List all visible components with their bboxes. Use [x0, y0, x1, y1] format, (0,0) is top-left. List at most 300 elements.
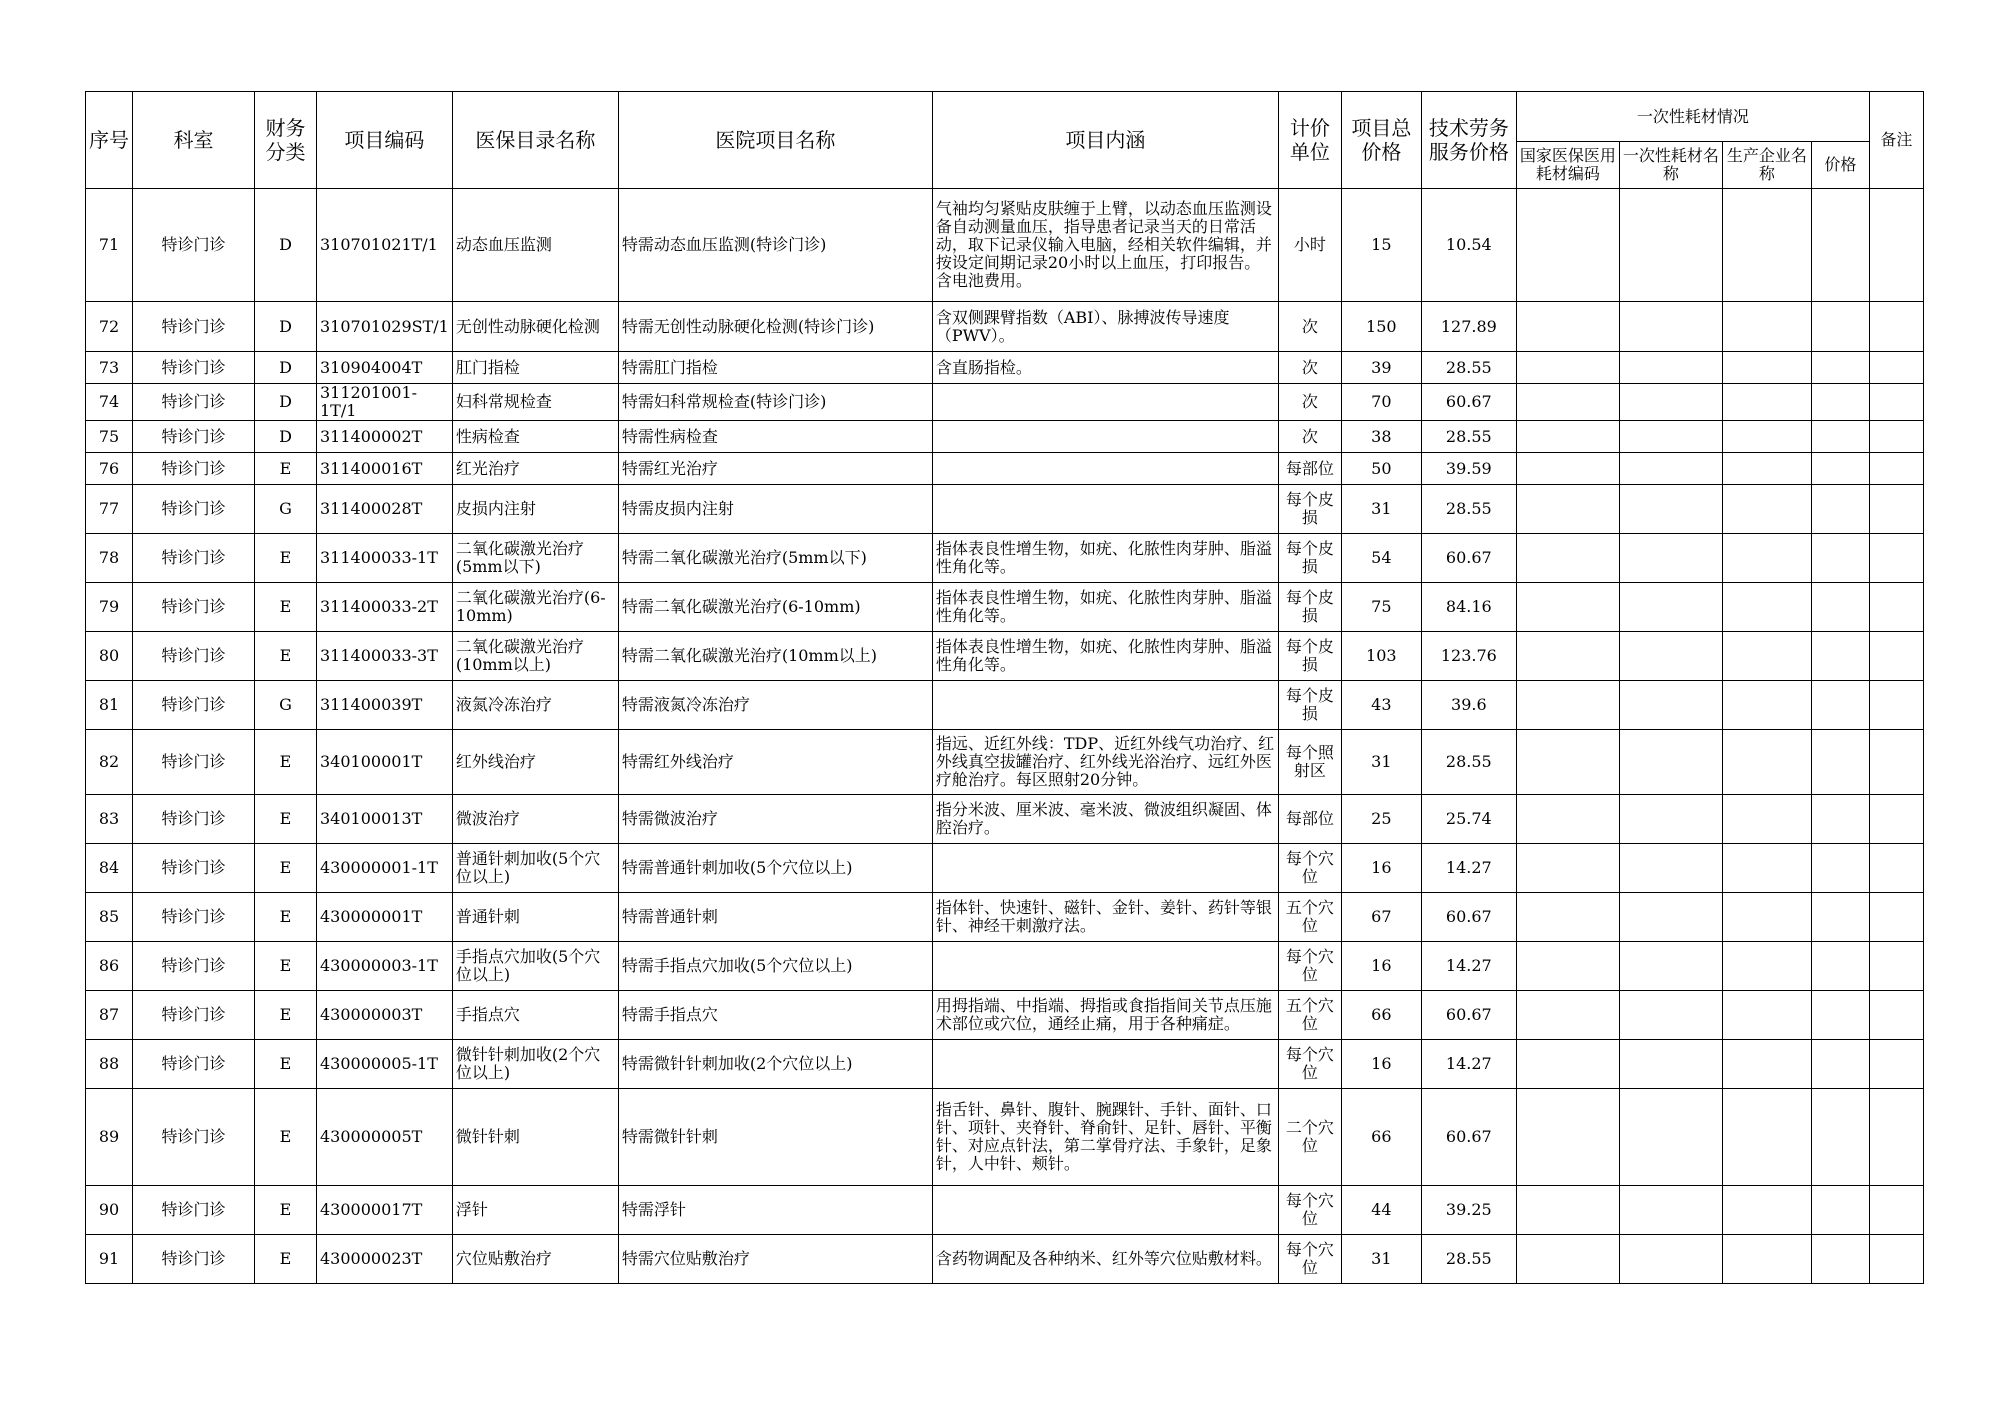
- cell-item-code: 311201001-1T/1: [317, 384, 453, 421]
- cell-remark: [1869, 1040, 1923, 1089]
- cell-pricing-unit: 每个皮损: [1278, 485, 1341, 534]
- cell-labor-price: 28.55: [1421, 421, 1516, 453]
- cell-insurance-name: 手指点穴加收(5个穴位以上): [452, 942, 618, 991]
- cell-consumable-price: [1811, 1235, 1869, 1284]
- cell-consumable-name: [1619, 632, 1722, 681]
- cell-item-content: 指体表良性增生物，如疣、化脓性肉芽肿、脂溢性角化等。: [932, 534, 1278, 583]
- cell-item-code: 430000003T: [317, 991, 453, 1040]
- cell-consumable-name: [1619, 681, 1722, 730]
- cell-item-code: 311400028T: [317, 485, 453, 534]
- cell-item-content: 指远、近红外线：TDP、近红外线气功治疗、红外线真空拔罐治疗、红外线光浴治疗、远红外医疗舱治疗。每区照射20分钟。: [932, 730, 1278, 795]
- cell-consumable-price: [1811, 453, 1869, 485]
- table-row: [86, 352, 1924, 384]
- cell-item-code: 310701021T/1: [317, 189, 453, 302]
- cell-pricing-unit: 每个穴位: [1278, 844, 1341, 893]
- cell-consumable-price: [1811, 421, 1869, 453]
- cell-insurance-name: 妇科常规检查: [452, 384, 618, 421]
- cell-seq: 86: [86, 942, 133, 991]
- table-body: [86, 189, 1924, 1284]
- cell-hospital-item-name: 特需性病检查: [618, 421, 932, 453]
- cell-consumable-maker: [1722, 583, 1811, 632]
- cell-item-code: 311400002T: [317, 421, 453, 453]
- cell-seq: 78: [86, 534, 133, 583]
- table-row: [86, 384, 1924, 421]
- table-row: [86, 189, 1924, 302]
- cell-seq: 82: [86, 730, 133, 795]
- cell-insurance-name: 液氮冷冻治疗: [452, 681, 618, 730]
- cell-consumable-name: [1619, 1235, 1722, 1284]
- cell-finance-category: E: [255, 730, 317, 795]
- header-seq: 序号: [86, 92, 133, 189]
- cell-remark: [1869, 352, 1923, 384]
- cell-consumable-name: [1619, 730, 1722, 795]
- cell-department: 特诊门诊: [133, 485, 255, 534]
- cell-consumable-price: [1811, 1186, 1869, 1235]
- table-row: [86, 1235, 1924, 1284]
- cell-item-code: 340100013T: [317, 795, 453, 844]
- cell-consumable-code: [1516, 1089, 1619, 1186]
- cell-labor-price: 127.89: [1421, 302, 1516, 352]
- cell-total-price: 50: [1341, 453, 1421, 485]
- cell-consumable-code: [1516, 730, 1619, 795]
- table-row: [86, 534, 1924, 583]
- cell-consumable-price: [1811, 384, 1869, 421]
- cell-consumable-maker: [1722, 632, 1811, 681]
- cell-insurance-name: 手指点穴: [452, 991, 618, 1040]
- cell-consumable-price: [1811, 485, 1869, 534]
- cell-pricing-unit: 每个皮损: [1278, 534, 1341, 583]
- table-row: [86, 421, 1924, 453]
- cell-item-content: [932, 844, 1278, 893]
- cell-seq: 87: [86, 991, 133, 1040]
- cell-item-code: 311400033-3T: [317, 632, 453, 681]
- cell-hospital-item-name: 特需肛门指检: [618, 352, 932, 384]
- cell-consumable-price: [1811, 632, 1869, 681]
- cell-item-code: 430000001-1T: [317, 844, 453, 893]
- cell-total-price: 31: [1341, 485, 1421, 534]
- cell-item-content: 含直肠指检。: [932, 352, 1278, 384]
- cell-pricing-unit: 每个穴位: [1278, 1235, 1341, 1284]
- cell-department: 特诊门诊: [133, 795, 255, 844]
- cell-hospital-item-name: 特需穴位贴敷治疗: [618, 1235, 932, 1284]
- cell-item-code: 430000017T: [317, 1186, 453, 1235]
- cell-remark: [1869, 189, 1923, 302]
- cell-department: 特诊门诊: [133, 942, 255, 991]
- cell-department: 特诊门诊: [133, 632, 255, 681]
- cell-seq: 83: [86, 795, 133, 844]
- cell-insurance-name: 皮损内注射: [452, 485, 618, 534]
- cell-insurance-name: 二氧化碳激光治疗(6-10mm): [452, 583, 618, 632]
- cell-insurance-name: 二氧化碳激光治疗(5mm以下): [452, 534, 618, 583]
- cell-insurance-name: 普通针刺: [452, 893, 618, 942]
- cell-consumable-maker: [1722, 893, 1811, 942]
- cell-hospital-item-name: 特需二氧化碳激光治疗(6-10mm): [618, 583, 932, 632]
- cell-department: 特诊门诊: [133, 583, 255, 632]
- cell-remark: [1869, 795, 1923, 844]
- header-hospital-item-name: 医院项目名称: [618, 92, 932, 189]
- cell-item-content: 气袖均匀紧贴皮肤缠于上臂，以动态血压监测设备自动测量血压，指导患者记录当天的日常活动，取下记录仪输入电脑，经相关软件编辑，并按设定间期记录20小时以上血压，打印报告。含电池费用。: [932, 189, 1278, 302]
- cell-finance-category: D: [255, 302, 317, 352]
- cell-insurance-name: 性病检查: [452, 421, 618, 453]
- cell-consumable-price: [1811, 1089, 1869, 1186]
- cell-consumable-maker: [1722, 485, 1811, 534]
- cell-finance-category: D: [255, 352, 317, 384]
- header-department: 科室: [133, 92, 255, 189]
- cell-consumable-code: [1516, 1186, 1619, 1235]
- header-total-price: 项目总价格: [1341, 92, 1421, 189]
- cell-consumable-code: [1516, 302, 1619, 352]
- cell-seq: 84: [86, 844, 133, 893]
- cell-consumable-code: [1516, 534, 1619, 583]
- cell-total-price: 39: [1341, 352, 1421, 384]
- cell-hospital-item-name: 特需动态血压监测(特诊门诊): [618, 189, 932, 302]
- price-table: [85, 91, 1924, 1284]
- cell-consumable-code: [1516, 583, 1619, 632]
- cell-remark: [1869, 1235, 1923, 1284]
- cell-seq: 79: [86, 583, 133, 632]
- cell-remark: [1869, 485, 1923, 534]
- cell-seq: 90: [86, 1186, 133, 1235]
- cell-consumable-code: [1516, 942, 1619, 991]
- cell-consumable-code: [1516, 453, 1619, 485]
- cell-item-code: 430000005T: [317, 1089, 453, 1186]
- cell-labor-price: 14.27: [1421, 844, 1516, 893]
- cell-pricing-unit: 每个皮损: [1278, 632, 1341, 681]
- cell-labor-price: 10.54: [1421, 189, 1516, 302]
- cell-total-price: 44: [1341, 1186, 1421, 1235]
- cell-finance-category: E: [255, 1186, 317, 1235]
- cell-total-price: 16: [1341, 844, 1421, 893]
- cell-finance-category: E: [255, 795, 317, 844]
- cell-finance-category: E: [255, 893, 317, 942]
- cell-total-price: 38: [1341, 421, 1421, 453]
- cell-pricing-unit: 五个穴位: [1278, 893, 1341, 942]
- cell-consumable-price: [1811, 681, 1869, 730]
- cell-consumable-maker: [1722, 795, 1811, 844]
- cell-total-price: 43: [1341, 681, 1421, 730]
- table-row: [86, 942, 1924, 991]
- cell-pricing-unit: 次: [1278, 352, 1341, 384]
- cell-remark: [1869, 844, 1923, 893]
- cell-consumable-name: [1619, 991, 1722, 1040]
- cell-consumable-maker: [1722, 421, 1811, 453]
- table-row: [86, 1186, 1924, 1235]
- table-row: [86, 730, 1924, 795]
- cell-consumable-price: [1811, 302, 1869, 352]
- table-row: [86, 1040, 1924, 1089]
- cell-labor-price: 60.67: [1421, 384, 1516, 421]
- cell-hospital-item-name: 特需微波治疗: [618, 795, 932, 844]
- cell-finance-category: G: [255, 485, 317, 534]
- cell-labor-price: 14.27: [1421, 942, 1516, 991]
- cell-consumable-maker: [1722, 453, 1811, 485]
- cell-consumable-name: [1619, 1089, 1722, 1186]
- header-pricing-unit: 计价单位: [1278, 92, 1341, 189]
- cell-consumable-code: [1516, 1040, 1619, 1089]
- header-remark: 备注: [1869, 92, 1923, 189]
- cell-item-code: 310701029ST/1: [317, 302, 453, 352]
- cell-consumable-maker: [1722, 681, 1811, 730]
- cell-item-code: 310904004T: [317, 352, 453, 384]
- cell-total-price: 67: [1341, 893, 1421, 942]
- cell-hospital-item-name: 特需妇科常规检查(特诊门诊): [618, 384, 932, 421]
- cell-total-price: 16: [1341, 1040, 1421, 1089]
- cell-pricing-unit: 五个穴位: [1278, 991, 1341, 1040]
- header-insurance-name: 医保目录名称: [452, 92, 618, 189]
- cell-remark: [1869, 421, 1923, 453]
- header-item-content: 项目内涵: [932, 92, 1278, 189]
- cell-pricing-unit: 每个穴位: [1278, 1186, 1341, 1235]
- header-finance-category: 财务分类: [255, 92, 317, 189]
- cell-consumable-price: [1811, 534, 1869, 583]
- header-item-code: 项目编码: [317, 92, 453, 189]
- cell-consumable-name: [1619, 421, 1722, 453]
- cell-labor-price: 60.67: [1421, 1089, 1516, 1186]
- cell-consumable-name: [1619, 1186, 1722, 1235]
- header-labor-price: 技术劳务服务价格: [1421, 92, 1516, 189]
- cell-remark: [1869, 942, 1923, 991]
- cell-consumable-maker: [1722, 844, 1811, 893]
- cell-seq: 80: [86, 632, 133, 681]
- cell-insurance-name: 微波治疗: [452, 795, 618, 844]
- table-row: [86, 795, 1924, 844]
- cell-item-code: 311400016T: [317, 453, 453, 485]
- cell-consumable-name: [1619, 1040, 1722, 1089]
- cell-department: 特诊门诊: [133, 844, 255, 893]
- cell-seq: 77: [86, 485, 133, 534]
- cell-finance-category: E: [255, 1089, 317, 1186]
- cell-labor-price: 28.55: [1421, 730, 1516, 795]
- table-row: [86, 453, 1924, 485]
- cell-labor-price: 39.6: [1421, 681, 1516, 730]
- cell-item-content: 指舌针、鼻针、腹针、腕踝针、手针、面针、口针、项针、夹脊针、脊俞针、足针、唇针、平衡针、对应点针法，第二掌骨疗法、手象针，足象针，人中针、颊针。: [932, 1089, 1278, 1186]
- cell-insurance-name: 红外线治疗: [452, 730, 618, 795]
- cell-item-content: [932, 485, 1278, 534]
- cell-item-content: [932, 453, 1278, 485]
- cell-total-price: 70: [1341, 384, 1421, 421]
- cell-remark: [1869, 453, 1923, 485]
- cell-consumable-code: [1516, 632, 1619, 681]
- cell-item-content: [932, 942, 1278, 991]
- cell-pricing-unit: 每部位: [1278, 795, 1341, 844]
- cell-consumable-price: [1811, 893, 1869, 942]
- table-row: [86, 893, 1924, 942]
- cell-hospital-item-name: 特需红光治疗: [618, 453, 932, 485]
- cell-insurance-name: 浮针: [452, 1186, 618, 1235]
- cell-total-price: 25: [1341, 795, 1421, 844]
- cell-hospital-item-name: 特需红外线治疗: [618, 730, 932, 795]
- cell-finance-category: E: [255, 583, 317, 632]
- cell-consumable-maker: [1722, 534, 1811, 583]
- cell-hospital-item-name: 特需皮损内注射: [618, 485, 932, 534]
- cell-consumable-code: [1516, 384, 1619, 421]
- cell-consumable-maker: [1722, 352, 1811, 384]
- cell-insurance-name: 无创性动脉硬化检测: [452, 302, 618, 352]
- table-row: [86, 681, 1924, 730]
- cell-labor-price: 28.55: [1421, 352, 1516, 384]
- cell-total-price: 75: [1341, 583, 1421, 632]
- cell-consumable-name: [1619, 352, 1722, 384]
- cell-finance-category: D: [255, 189, 317, 302]
- cell-consumable-maker: [1722, 730, 1811, 795]
- cell-seq: 71: [86, 189, 133, 302]
- table-row: [86, 1089, 1924, 1186]
- cell-seq: 74: [86, 384, 133, 421]
- cell-labor-price: 60.67: [1421, 893, 1516, 942]
- cell-department: 特诊门诊: [133, 681, 255, 730]
- cell-item-code: 311400039T: [317, 681, 453, 730]
- cell-hospital-item-name: 特需浮针: [618, 1186, 932, 1235]
- cell-department: 特诊门诊: [133, 1089, 255, 1186]
- cell-department: 特诊门诊: [133, 730, 255, 795]
- cell-seq: 88: [86, 1040, 133, 1089]
- cell-consumable-maker: [1722, 189, 1811, 302]
- cell-finance-category: D: [255, 384, 317, 421]
- cell-labor-price: 14.27: [1421, 1040, 1516, 1089]
- cell-item-code: 430000023T: [317, 1235, 453, 1284]
- cell-insurance-name: 二氧化碳激光治疗(10mm以上): [452, 632, 618, 681]
- cell-consumable-maker: [1722, 942, 1811, 991]
- cell-consumable-maker: [1722, 1186, 1811, 1235]
- cell-hospital-item-name: 特需液氮冷冻治疗: [618, 681, 932, 730]
- cell-pricing-unit: 次: [1278, 421, 1341, 453]
- cell-item-code: 430000001T: [317, 893, 453, 942]
- cell-seq: 91: [86, 1235, 133, 1284]
- cell-consumable-code: [1516, 681, 1619, 730]
- cell-seq: 81: [86, 681, 133, 730]
- cell-remark: [1869, 632, 1923, 681]
- cell-consumable-code: [1516, 352, 1619, 384]
- cell-pricing-unit: 每个皮损: [1278, 681, 1341, 730]
- cell-pricing-unit: 每个穴位: [1278, 942, 1341, 991]
- cell-department: 特诊门诊: [133, 991, 255, 1040]
- cell-consumable-price: [1811, 844, 1869, 893]
- cell-item-content: [932, 421, 1278, 453]
- cell-consumable-maker: [1722, 1040, 1811, 1089]
- cell-pricing-unit: 小时: [1278, 189, 1341, 302]
- cell-department: 特诊门诊: [133, 352, 255, 384]
- cell-consumable-price: [1811, 942, 1869, 991]
- cell-seq: 73: [86, 352, 133, 384]
- cell-remark: [1869, 583, 1923, 632]
- cell-total-price: 31: [1341, 1235, 1421, 1284]
- cell-consumable-code: [1516, 893, 1619, 942]
- cell-total-price: 54: [1341, 534, 1421, 583]
- cell-consumable-price: [1811, 352, 1869, 384]
- cell-item-content: 指分米波、厘米波、毫米波、微波组织凝固、体腔治疗。: [932, 795, 1278, 844]
- cell-remark: [1869, 893, 1923, 942]
- cell-labor-price: 28.55: [1421, 485, 1516, 534]
- cell-finance-category: E: [255, 942, 317, 991]
- cell-finance-category: E: [255, 632, 317, 681]
- cell-consumable-code: [1516, 844, 1619, 893]
- cell-labor-price: 25.74: [1421, 795, 1516, 844]
- cell-pricing-unit: 每个照射区: [1278, 730, 1341, 795]
- cell-seq: 89: [86, 1089, 133, 1186]
- cell-finance-category: E: [255, 1040, 317, 1089]
- cell-department: 特诊门诊: [133, 302, 255, 352]
- cell-consumable-code: [1516, 795, 1619, 844]
- cell-insurance-name: 微针针刺: [452, 1089, 618, 1186]
- table-row: [86, 583, 1924, 632]
- cell-item-content: 含双侧踝臂指数（ABI）、脉搏波传导速度（PWV）。: [932, 302, 1278, 352]
- cell-consumable-name: [1619, 453, 1722, 485]
- cell-item-content: 含药物调配及各种纳米、红外等穴位贴敷材料。: [932, 1235, 1278, 1284]
- cell-pricing-unit: 次: [1278, 384, 1341, 421]
- cell-item-code: 311400033-2T: [317, 583, 453, 632]
- cell-consumable-code: [1516, 485, 1619, 534]
- cell-consumable-price: [1811, 189, 1869, 302]
- cell-consumable-name: [1619, 942, 1722, 991]
- cell-seq: 72: [86, 302, 133, 352]
- cell-remark: [1869, 534, 1923, 583]
- cell-consumable-maker: [1722, 1089, 1811, 1186]
- cell-pricing-unit: 每个穴位: [1278, 1040, 1341, 1089]
- table-row: [86, 991, 1924, 1040]
- cell-hospital-item-name: 特需微针针刺加收(2个穴位以上): [618, 1040, 932, 1089]
- cell-total-price: 150: [1341, 302, 1421, 352]
- cell-pricing-unit: 每个皮损: [1278, 583, 1341, 632]
- cell-consumable-maker: [1722, 384, 1811, 421]
- cell-consumable-code: [1516, 991, 1619, 1040]
- cell-finance-category: D: [255, 421, 317, 453]
- cell-department: 特诊门诊: [133, 453, 255, 485]
- cell-labor-price: 39.25: [1421, 1186, 1516, 1235]
- cell-item-content: 指体针、快速针、磁针、金针、姜针、药针等银针、神经干刺激疗法。: [932, 893, 1278, 942]
- table-row: [86, 632, 1924, 681]
- cell-hospital-item-name: 特需二氧化碳激光治疗(5mm以下): [618, 534, 932, 583]
- cell-consumable-name: [1619, 795, 1722, 844]
- cell-pricing-unit: 次: [1278, 302, 1341, 352]
- cell-consumable-name: [1619, 189, 1722, 302]
- cell-remark: [1869, 1089, 1923, 1186]
- cell-hospital-item-name: 特需二氧化碳激光治疗(10mm以上): [618, 632, 932, 681]
- cell-consumable-name: [1619, 893, 1722, 942]
- cell-consumable-maker: [1722, 302, 1811, 352]
- cell-hospital-item-name: 特需普通针刺加收(5个穴位以上): [618, 844, 932, 893]
- cell-finance-category: E: [255, 534, 317, 583]
- header-consumable-name: 一次性耗材名称: [1619, 142, 1722, 189]
- cell-item-code: 311400033-1T: [317, 534, 453, 583]
- cell-consumable-name: [1619, 534, 1722, 583]
- cell-seq: 76: [86, 453, 133, 485]
- cell-consumable-maker: [1722, 991, 1811, 1040]
- cell-insurance-name: 普通针刺加收(5个穴位以上): [452, 844, 618, 893]
- header-consumables: 一次性耗材情况: [1516, 92, 1869, 142]
- cell-total-price: 66: [1341, 1089, 1421, 1186]
- table-row: [86, 302, 1924, 352]
- cell-consumable-maker: [1722, 1235, 1811, 1284]
- cell-item-content: [932, 1186, 1278, 1235]
- cell-department: 特诊门诊: [133, 189, 255, 302]
- table-row: [86, 844, 1924, 893]
- cell-consumable-code: [1516, 421, 1619, 453]
- cell-consumable-name: [1619, 844, 1722, 893]
- cell-seq: 75: [86, 421, 133, 453]
- cell-department: 特诊门诊: [133, 384, 255, 421]
- cell-item-content: [932, 384, 1278, 421]
- cell-hospital-item-name: 特需普通针刺: [618, 893, 932, 942]
- cell-remark: [1869, 681, 1923, 730]
- cell-insurance-name: 红光治疗: [452, 453, 618, 485]
- cell-department: 特诊门诊: [133, 893, 255, 942]
- header-consumable-code: 国家医保医用耗材编码: [1516, 142, 1619, 189]
- cell-hospital-item-name: 特需手指点穴加收(5个穴位以上): [618, 942, 932, 991]
- cell-finance-category: E: [255, 844, 317, 893]
- cell-remark: [1869, 384, 1923, 421]
- cell-item-content: 指体表良性增生物，如疣、化脓性肉芽肿、脂溢性角化等。: [932, 632, 1278, 681]
- cell-insurance-name: 微针针刺加收(2个穴位以上): [452, 1040, 618, 1089]
